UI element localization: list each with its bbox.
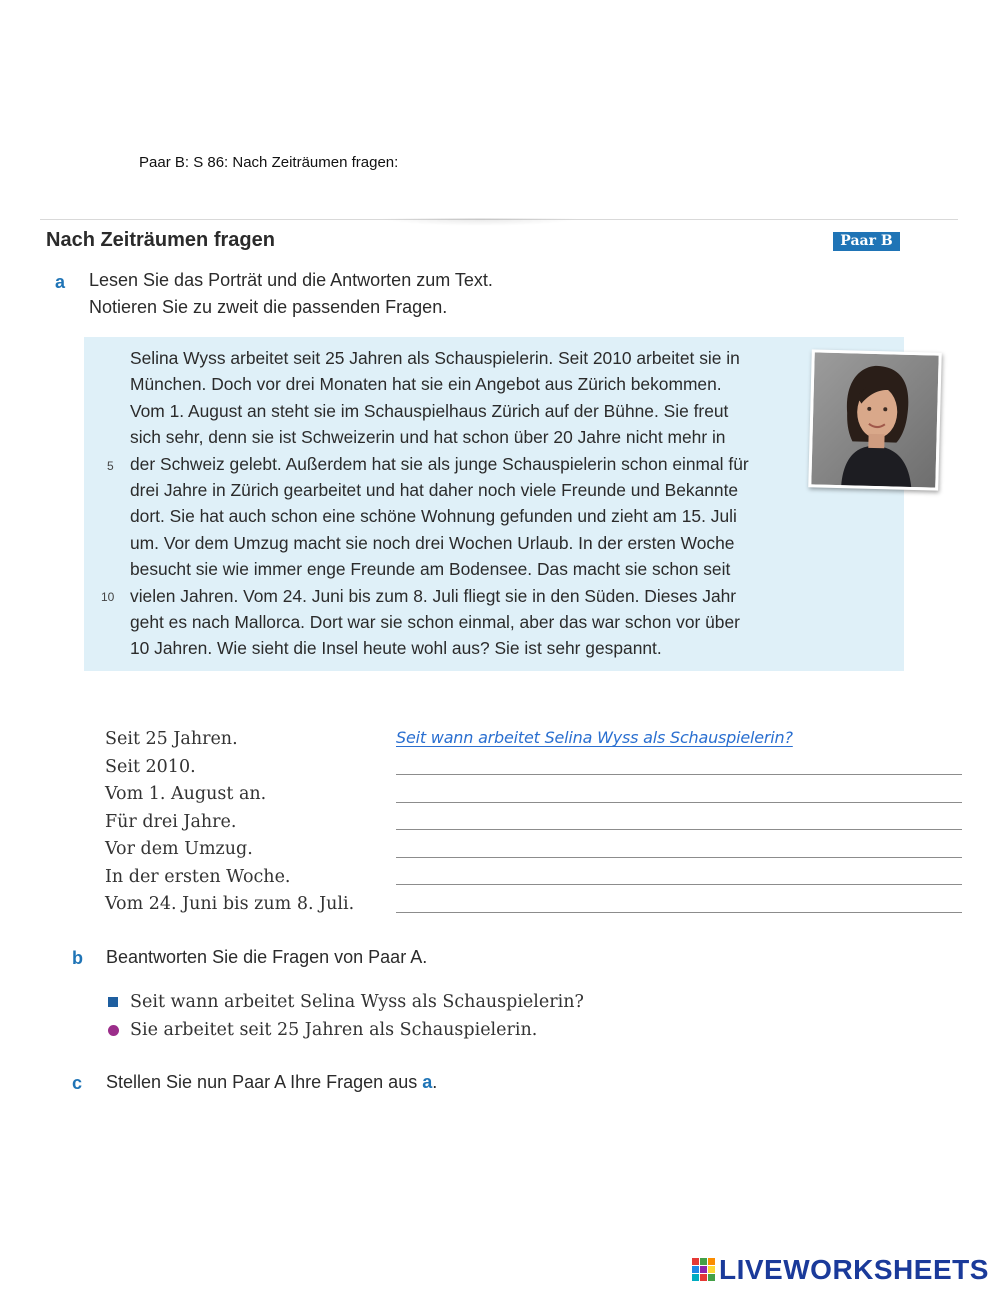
liveworksheets-logo-icon [692, 1258, 716, 1282]
task-c-ref: a [422, 1072, 433, 1092]
question-input-line-5[interactable] [396, 884, 962, 885]
text-line: der Schweiz gelebt. Außerdem hat sie als junge Schauspielerin schon einmal für [130, 453, 749, 474]
line-number-10: 10 [101, 590, 115, 604]
answers-list [105, 726, 354, 919]
dialog-question-row [108, 988, 584, 1016]
text-line: sich sehr, denn sie ist Schweizerin und hat schon über 20 Jahre nicht mehr in [130, 427, 726, 448]
line-number-5: 5 [107, 459, 114, 473]
answer-item: Seit 25 Jahren. [105, 729, 238, 749]
task-a-line2: Notieren Sie zu zweit die passenden Fragen. [89, 297, 448, 317]
answer-item: Vom 1. August an. [105, 784, 267, 804]
question-input-line-6[interactable] [396, 912, 962, 913]
dialog-answer: Sie arbeitet seit 25 Jahren als Schauspielerin. [130, 1020, 538, 1040]
text-line: Vom 1. August an steht sie im Schauspielhaus Zürich auf der Bühne. Sie freut [130, 400, 729, 421]
answer-item: Vom 24. Juni bis zum 8. Juli. [105, 894, 355, 914]
text-line: 10 Jahren. Wie sieht die Insel heute wohl aus? Sie ist sehr gespannt. [130, 638, 662, 659]
question-input-line-3[interactable] [396, 829, 962, 830]
portrait-image [811, 352, 938, 487]
question-input-line-2[interactable] [396, 802, 962, 803]
pair-badge: Paar B [833, 232, 900, 251]
question-input-line-1[interactable] [396, 774, 962, 775]
square-bullet-icon [108, 997, 118, 1007]
answer-item: In der ersten Woche. [105, 866, 291, 887]
liveworksheets-logo[interactable] [692, 1254, 989, 1286]
dialog-answer-row [108, 1016, 584, 1044]
dot-bullet-icon [108, 1025, 119, 1036]
section-title: Nach Zeiträumen fragen [46, 229, 275, 251]
text-line: Selina Wyss arbeitet seit 25 Jahren als Schauspielerin. Seit 2010 arbeitet sie in [130, 348, 740, 368]
task-b-instructions: Beantworten Sie die Fragen von Paar A. [106, 947, 428, 967]
text-line: um. Vor dem Umzug macht sie noch drei Wochen Urlaub. In der ersten Woche [130, 532, 735, 553]
page-header: Paar B: S 86: Nach Zeiträumen fragen: [139, 154, 399, 171]
task-c-letter: c [72, 1073, 83, 1093]
reading-text [130, 345, 800, 662]
text-line: vielen Jahren. Vom 24. Juni bis zum 8. Juli fliegt sie in den Süden. Dieses Jahr [130, 585, 737, 606]
task-a-instructions [89, 267, 493, 321]
text-line: drei Jahre in Zürich gearbeitet und hat daher noch viele Freunde und Bekannte [130, 480, 739, 501]
separator-shadow [380, 218, 580, 226]
dialog-example [108, 988, 584, 1044]
task-a-letter: a [55, 272, 66, 292]
portrait-photo [808, 349, 942, 490]
task-a-line1: Lesen Sie das Porträt und die Antworten zum Text. [89, 270, 493, 290]
question-input-line-4[interactable] [396, 857, 962, 858]
task-b-letter: b [72, 948, 83, 968]
text-line: geht es nach Mallorca. Dort war sie schon einmal, aber das war schon vor über [130, 612, 740, 633]
answer-item: Vor dem Umzug. [105, 839, 253, 859]
text-line: dort. Sie hat auch schon eine schöne Wohnung gefunden und zieht am 15. Juli [130, 506, 737, 527]
example-question: Seit wann arbeitet Selina Wyss als Schauspielerin? [396, 728, 793, 747]
task-c-end: . [432, 1072, 438, 1092]
answer-item: Seit 2010. [105, 756, 196, 777]
text-line: München. Doch vor drei Monaten hat sie ein Angebot aus Zürich bekommen. [130, 374, 722, 395]
task-c-text: Stellen Sie nun Paar A Ihre Fragen aus [106, 1072, 423, 1092]
dialog-question: Seit wann arbeitet Selina Wyss als Schauspielerin? [130, 992, 584, 1012]
text-line: besucht sie wie immer enge Freunde am Bodensee. Das macht sie schon seit [130, 559, 731, 580]
task-c-instructions [106, 1069, 437, 1096]
answer-item: Für drei Jahre. [105, 811, 237, 832]
logo-text: LIVEWORKSHEETS [719, 1254, 989, 1285]
